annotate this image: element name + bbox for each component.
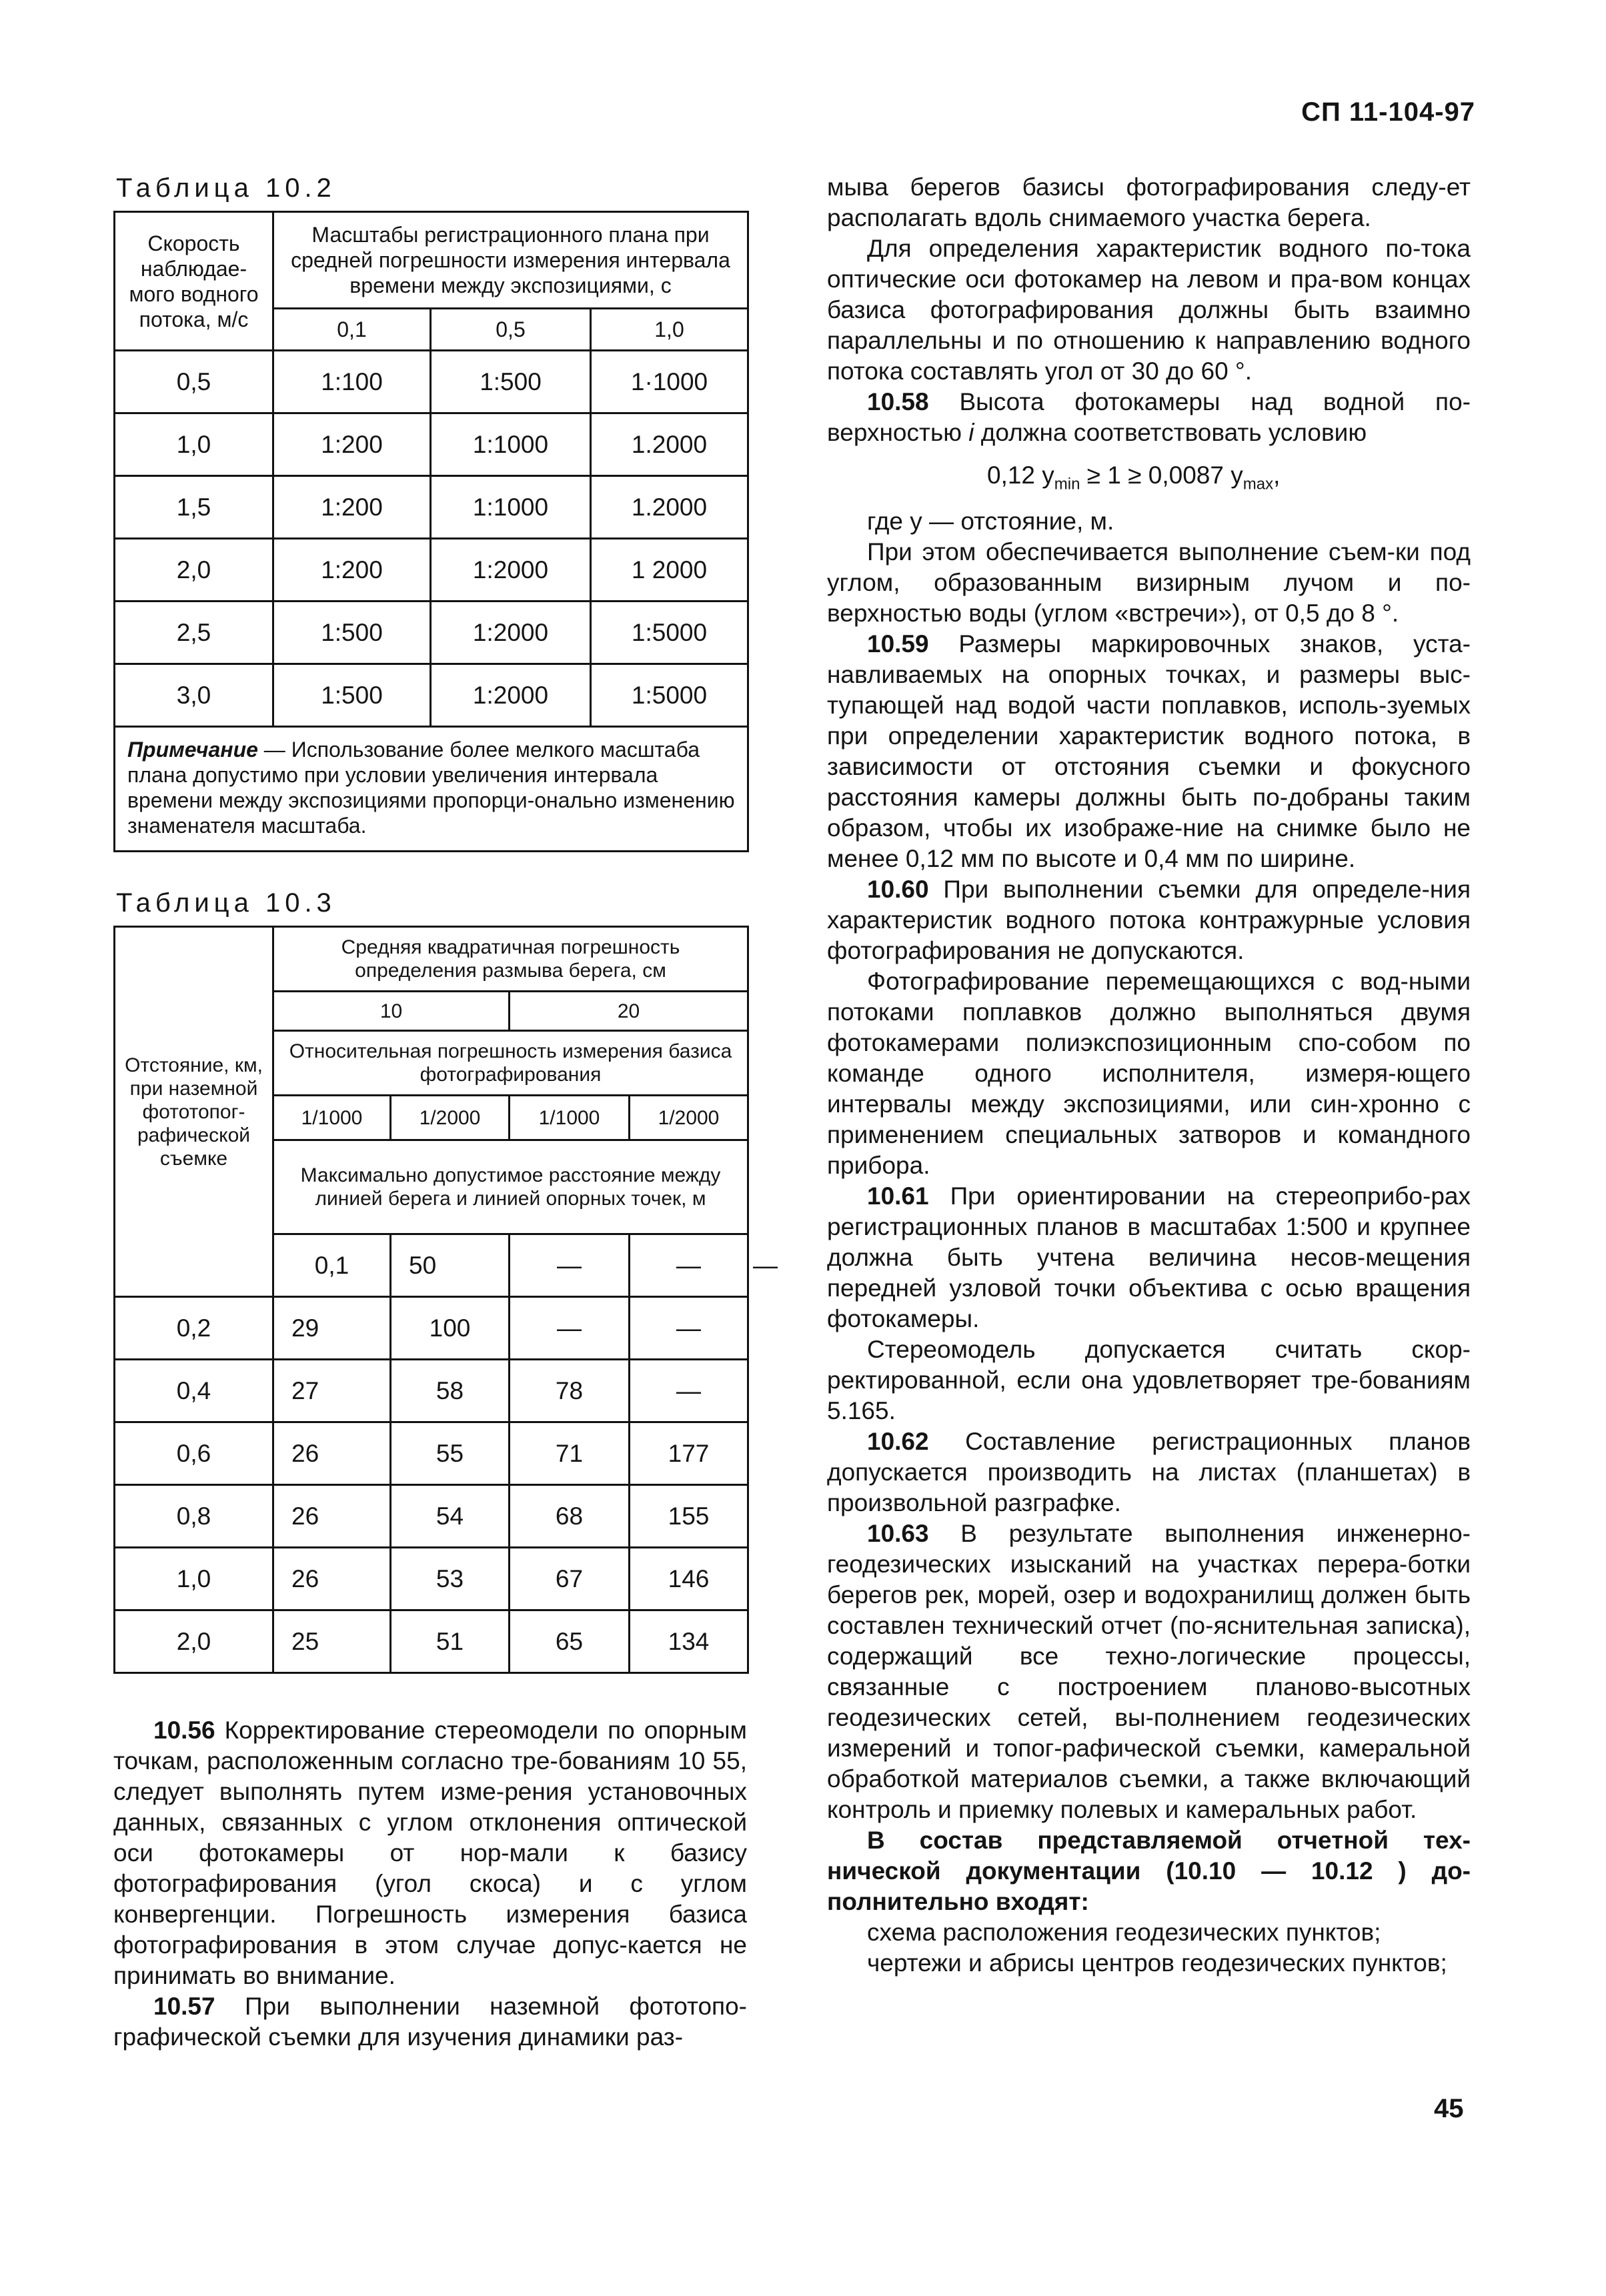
table-cell: —	[510, 1234, 630, 1297]
table-10-3-rmse-value: 20	[510, 992, 748, 1031]
table-cell: 0,4	[115, 1360, 273, 1422]
table-row: 0,1 50 — — —	[115, 1234, 748, 1297]
table-cell: 1:200	[273, 539, 431, 602]
table-row	[115, 602, 748, 664]
paragraph-number: 10.56	[153, 1716, 215, 1744]
table-cell: 1:5000	[591, 602, 748, 664]
table-10-3-relative-value: 1/1000	[510, 1096, 630, 1140]
table-cell: 1:500	[273, 664, 431, 727]
table-cell: —	[630, 1234, 748, 1297]
table-cell: 54	[391, 1485, 510, 1548]
table-cell: 1:5000	[591, 664, 748, 727]
table-row	[115, 351, 748, 413]
paragraph-10-58	[827, 387, 1471, 448]
table-cell: —	[630, 1360, 748, 1422]
table-10-2-interval: 0,1	[273, 309, 431, 351]
table-cell: 71	[510, 1422, 630, 1485]
formula-part: 0,12 y	[987, 461, 1054, 489]
note-lead: Примечание	[127, 738, 258, 762]
list-item: чертежи и абрисы центров геодезических пунктов;	[867, 1949, 1447, 1977]
table-10-3-header-rmse: Средняя квадратичная погрешность определения размыва берега, см	[273, 927, 748, 992]
table-10-3-rmse-value: 10	[273, 992, 510, 1031]
paragraph-text: Составление регистрационных планов допускается производить на листах (планшетах) в произвольной разграфке.	[827, 1428, 1471, 1517]
table-10-2-caption: Таблица 10.2	[116, 173, 336, 203]
paragraph-number: 10.61	[867, 1182, 929, 1210]
table-10-3	[113, 926, 778, 1674]
formula-part: ,	[1273, 461, 1281, 489]
table-10-2-note	[115, 727, 748, 852]
table-10-3-header-relative: Относительная погрешность измерения базиса фотографирования	[273, 1031, 748, 1096]
table-cell: 1:1000	[431, 413, 591, 476]
table-cell: 1,0	[115, 1548, 273, 1610]
paragraph-10-63	[827, 1518, 1471, 1825]
table-cell: 29	[273, 1297, 391, 1360]
paragraph-10-56	[113, 1715, 747, 1991]
table-row	[115, 476, 748, 539]
formula-subscript: max	[1243, 475, 1274, 493]
paragraph-text: Высота фотокамеры над водной по-верхностью	[827, 388, 1471, 446]
paragraph-text: В результате выполнения инженерно-геодезических изысканий на участках перера-ботки берегов рек, морей, озер и водохранилищ должен быть составлен технический отчет (по-яснительная записка), содержащий все техно-логические процессы, связанные с построением планово-высотных геодезических сетей, вы-полнением геодезических измерений и топог-рафической съемки, камеральной обработкой материалов съемки, а также включающий контроль и приемку полевых и камеральных работ.	[827, 1520, 1471, 1824]
table-cell: 27	[273, 1360, 391, 1422]
table-10-2-header-scales: Масштабы регистрационного плана при средней погрешности измерения интервала времени между экспозициями, с	[273, 212, 748, 309]
formula-subscript: min	[1054, 475, 1080, 493]
paragraph-continuation: мыва берегов базисы фотографирования следу-ет располагать вдоль снимаемого участка берега.	[827, 173, 1471, 231]
table-cell: 1 2000	[591, 539, 748, 602]
note-text: — Использование более мелкого масштаба плана допустимо при условии увеличения интервала времени между экспозициями пропорци-онально изменению знаменателя масштаба.	[127, 738, 735, 838]
table-cell: 134	[630, 1610, 748, 1673]
paragraph-documentation-list: В состав представляемой отчетной тех-нической документации (10.10 — 10.12 ) до-полнительно входят:	[827, 1827, 1471, 1916]
paragraph-10-62	[827, 1426, 1471, 1518]
table-cell: 1:500	[431, 351, 591, 413]
paragraph-stereomodel: Стереомодель допускается считать скор-ректированной, если она удовлетворяет тре-бованиям 5.165.	[827, 1336, 1471, 1425]
table-row	[115, 1548, 748, 1610]
table-row	[115, 1297, 748, 1360]
table-cell: 1:2000	[431, 602, 591, 664]
table-row	[115, 1485, 748, 1548]
table-cell: 2,0	[115, 1610, 273, 1673]
left-column	[113, 172, 778, 2053]
paragraph-number: 10.63	[867, 1520, 929, 1548]
paragraph-number: 10.58	[867, 388, 929, 415]
table-cell: 0,2	[115, 1297, 273, 1360]
table-cell: 1:2000	[431, 539, 591, 602]
table-cell: 2,0	[115, 539, 273, 602]
paragraph-10-57	[113, 1991, 747, 2053]
paragraph-10-60	[827, 874, 1471, 966]
right-column	[827, 172, 1471, 1979]
table-row	[115, 1360, 748, 1422]
table-cell: 1:200	[273, 413, 431, 476]
formula-part: ≥ 1 ≥ 0,0087 y	[1080, 461, 1243, 489]
table-cell: 1,0	[115, 413, 273, 476]
table-10-2	[113, 211, 749, 852]
table-10-3-relative-value: 1/2000	[391, 1096, 510, 1140]
table-row	[115, 413, 748, 476]
paragraph-text: Корректирование стереомодели по опорным точкам, расположенным согласно тре-бованиям 10 55, следует выполнять путем изме-рения установочных данных, связанных с углом отклонения оптической оси фотокамеры от нор-мали к базису фотографирования (угол скоса) и с углом конвергенции. Погрешность измерения базиса фотографирования в этом случае допус-кается не принимать во внимание.	[113, 1716, 747, 1989]
table-cell: 1:1000	[431, 476, 591, 539]
table-10-3-relative-value: 1/1000	[273, 1096, 391, 1140]
paragraph-text: При выполнении наземной фототопо-графической съемки для изучения динамики раз-	[113, 1993, 747, 2051]
paragraph-number: 10.57	[153, 1993, 215, 2020]
table-10-3-header-distance: Отстояние, км, при наземной фототопог-рафической съемке	[115, 927, 273, 1297]
paragraph-camera-axes: Для определения характеристик водного по-тока оптические оси фотокамер на левом и пра-вом концах базиса фотографирования должны быть взаимно параллельны и по отношению к направлению водного потока составлять угол от 30 до 60 °.	[827, 235, 1471, 385]
table-cell: —	[630, 1297, 748, 1360]
paragraph-where: где y — отстояние, м.	[867, 507, 1114, 535]
table-10-2-header-speed: Скорость наблюдае-мого водного потока, м/с	[115, 212, 273, 351]
table-cell: 0,5	[115, 351, 273, 413]
table-cell: 1:500	[273, 602, 431, 664]
table-cell: 53	[391, 1548, 510, 1610]
table-10-2-interval: 1,0	[591, 309, 748, 351]
table-cell: 78	[510, 1360, 630, 1422]
table-cell: 1·1000	[591, 351, 748, 413]
list-item: схема расположения геодезических пунктов;	[867, 1919, 1381, 1947]
paragraph-text: При выполнении съемки для определе-ния характеристик водного потока контражурные условия фотографирования не допускаются.	[827, 876, 1471, 965]
table-cell: 50	[391, 1234, 510, 1297]
paragraph-text: должна соответствовать условию	[974, 419, 1367, 446]
table-10-3-header-max: Максимально допустимое расстояние между линией берега и линией опорных точек, м	[273, 1140, 748, 1234]
table-row	[115, 1422, 748, 1485]
table-cell: 58	[391, 1360, 510, 1422]
table-row	[115, 1610, 748, 1673]
table-cell: 26	[273, 1548, 391, 1610]
table-cell: 0,6	[115, 1422, 273, 1485]
table-cell: 177	[630, 1422, 748, 1485]
table-row	[115, 539, 748, 602]
table-cell: 1.2000	[591, 413, 748, 476]
table-cell: 1:100	[273, 351, 431, 413]
table-cell: 0,8	[115, 1485, 273, 1548]
paragraph-number: 10.60	[867, 876, 929, 904]
paragraph-10-61	[827, 1181, 1471, 1334]
table-10-2-interval: 0,5	[431, 309, 591, 351]
document-number: СП 11-104-97	[1301, 97, 1475, 127]
table-cell: 25	[273, 1610, 391, 1673]
table-cell: 26	[273, 1422, 391, 1485]
table-row	[115, 664, 748, 727]
paragraph-floats: Фотографирование перемещающихся с вод-ными потоками поплавков должно выполняться двумя фотокамерами полиэкспозиционным спо-собом по команде одного исполнителя, измеря-ющего интервалы между экспозициями, или син-хронно с применением специальных затворов и командного прибора.	[827, 968, 1471, 1180]
table-cell: 55	[391, 1422, 510, 1485]
table-cell: 0,1	[273, 1234, 391, 1297]
paragraph-10-59	[827, 629, 1471, 874]
table-cell: 1:200	[273, 476, 431, 539]
paragraph-text: При ориентировании на стереоприбо-рах регистрационных планов в масштабах 1:500 и крупнее должна быть учтена величина несов-мещения передней узловой точки объектива с осью вращения фотокамеры.	[827, 1182, 1471, 1333]
table-cell: 51	[391, 1610, 510, 1673]
paragraph-number: 10.62	[867, 1428, 929, 1456]
paragraph-meeting-angle: При этом обеспечивается выполнение съем-ки под углом, образованным визирным лучом и по-верхностью воды (углом «встречи»), от 0,5 до 8 °.	[827, 538, 1471, 628]
paragraph-text: Размеры маркировочных знаков, уста-навливаемых на опорных точках, и размеры выс-тупающей над водой части поплавков, исполь-зуемых при определении характеристик водного потока, в зависимости от отстояния съемки и фокусного расстояния камеры должны быть по-добраны таким образом, чтобы их изображе-ние на снимке было не менее 0,12 мм по высоте и 0,4 мм по ширине.	[827, 630, 1471, 873]
table-cell: 146	[630, 1548, 748, 1610]
table-10-3-caption: Таблица 10.3	[116, 888, 336, 918]
table-cell: 155	[630, 1485, 748, 1548]
paragraph-number: 10.59	[867, 630, 929, 658]
table-cell: 26	[273, 1485, 391, 1548]
table-cell: 68	[510, 1485, 630, 1548]
table-10-3-relative-value: 1/2000	[630, 1096, 748, 1140]
formula	[827, 460, 1471, 499]
table-cell: 1,5	[115, 476, 273, 539]
table-cell: —	[510, 1297, 630, 1360]
table-cell: 1.2000	[591, 476, 748, 539]
page-number: 45	[1434, 2094, 1464, 2123]
variable: i	[968, 419, 974, 446]
table-cell: 65	[510, 1610, 630, 1673]
table-cell: 2,5	[115, 602, 273, 664]
table-cell: 3,0	[115, 664, 273, 727]
table-cell: 1:2000	[431, 664, 591, 727]
table-cell: 100	[391, 1297, 510, 1360]
table-cell: 67	[510, 1548, 630, 1610]
